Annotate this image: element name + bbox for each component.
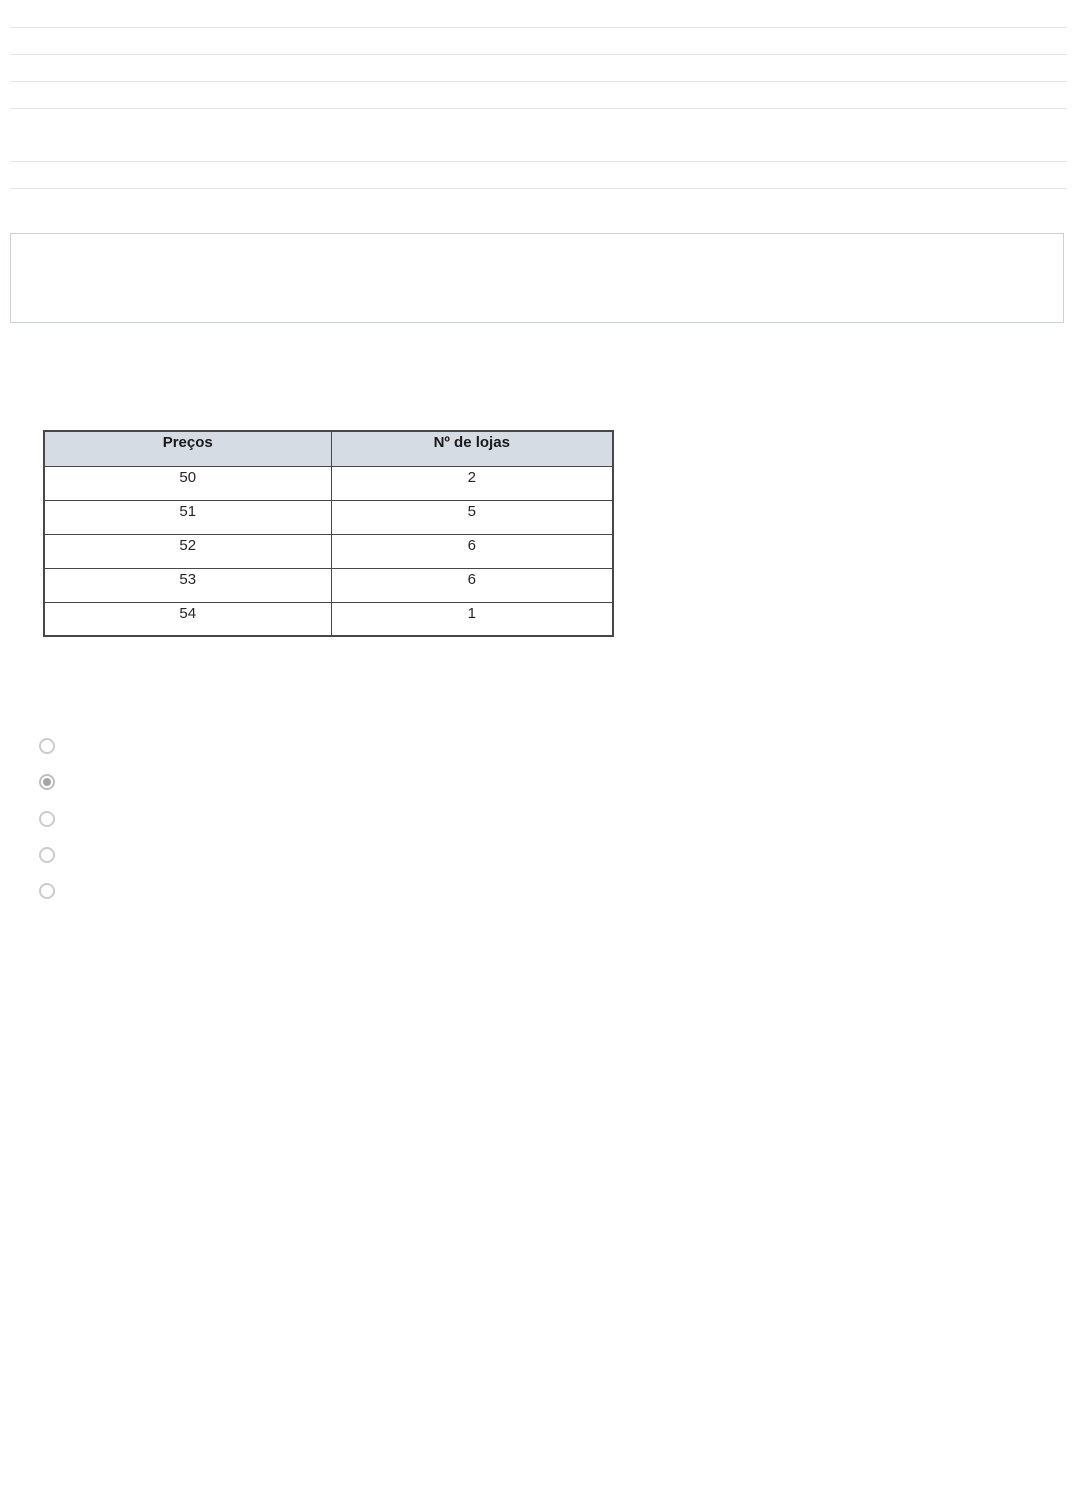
- answer-radio-5[interactable]: [39, 883, 55, 899]
- table-row: [44, 466, 613, 500]
- answer-radio-4[interactable]: [39, 847, 55, 863]
- frequency-table: [43, 430, 614, 637]
- cell-preco: 54: [44, 602, 331, 636]
- table-row: [44, 534, 613, 568]
- radio-selected-dot: [43, 778, 51, 786]
- divider-line-5: [10, 161, 1067, 162]
- cell-lojas: 6: [331, 568, 613, 602]
- column-header-precos: Preços: [44, 431, 331, 466]
- divider-line-4: [10, 108, 1067, 109]
- column-header-lojas: Nº de lojas: [331, 431, 613, 466]
- table-row: [44, 602, 613, 636]
- cell-preco: 52: [44, 534, 331, 568]
- answer-radio-1[interactable]: [39, 738, 55, 754]
- table-header-row: [44, 431, 613, 466]
- divider-line-3: [10, 81, 1067, 82]
- cell-lojas: 5: [331, 500, 613, 534]
- cell-lojas: 2: [331, 466, 613, 500]
- table-row: [44, 568, 613, 602]
- answer-radio-3[interactable]: [39, 811, 55, 827]
- cell-lojas: 1: [331, 602, 613, 636]
- divider-line-6: [10, 188, 1067, 189]
- cell-preco: 50: [44, 466, 331, 500]
- answer-radio-2[interactable]: [39, 774, 55, 790]
- divider-line-1: [10, 27, 1067, 28]
- divider-line-2: [10, 54, 1067, 55]
- cell-preco: 53: [44, 568, 331, 602]
- question-text-box: [10, 233, 1064, 323]
- cell-preco: 51: [44, 500, 331, 534]
- cell-lojas: 6: [331, 534, 613, 568]
- table-row: [44, 500, 613, 534]
